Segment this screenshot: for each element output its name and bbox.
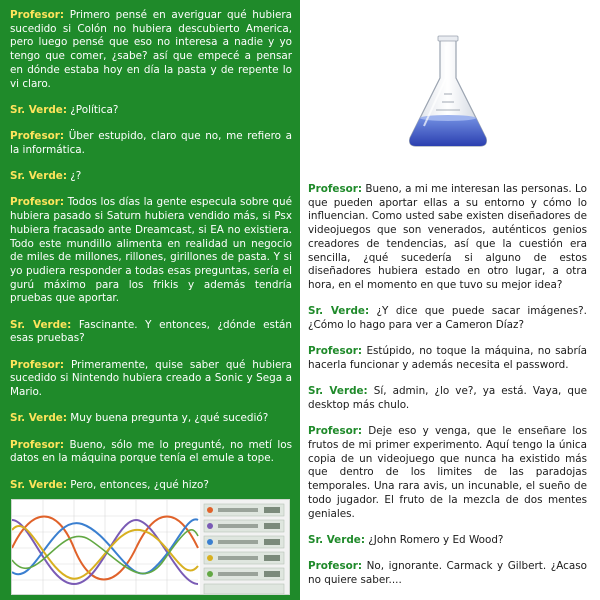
- dialogue-text: Estúpido, no toque la máquina, no sabría hacerla funcionar y además necesita el password.: [308, 345, 587, 372]
- dialogue-paragraph: [308, 560, 587, 587]
- dialogue-text: No, ignorante. Carmack y Gilbert. ¿Acaso no quiere saber....: [308, 560, 587, 586]
- dialogue-text: Fascinante. Y entonces, ¿dónde están esas pruebas?: [10, 318, 292, 345]
- speaker-label: Profesor:: [10, 130, 65, 143]
- speaker-label: Sr. Verde:: [10, 318, 72, 331]
- dialogue-text: Deje eso y venga, que le enseñare los frutos de mi primer experimento. Aquí tengo la única copia de un videojuego que nunca ha existido más que dentro de los limites de las paradojas temporales. Una rara avis, un incunable, el sueño de todo jugador. El fruto de la mezcla de dos mentes geniales.: [308, 425, 587, 520]
- dialogue-text: ¿Y dice que puede sacar imágenes?. ¿Cómo lo hago para ver a Cameron Díaz?: [308, 305, 587, 332]
- speaker-label: Profesor:: [308, 183, 363, 195]
- dialogue-paragraph: [10, 439, 292, 466]
- dialogue-paragraph: [308, 345, 587, 372]
- speaker-label: Profesor:: [10, 9, 65, 21]
- dialogue-text: Bueno, a mi me interesan las personas. Lo que pueden aportar ellas a su entorno y cómo lo influencian. Como usted sabe existen diseñadores de videojuegos que son venerados, auténticos genios creadores de tendencias, así que la cuestión era sencilla, ¿qué sucedería si alguno de estos diseñadores hubiera estado en otro lugar, a otra hora, en el momento en que tuvo su mejor idea?: [308, 183, 587, 292]
- waveform-illustration: [12, 500, 290, 595]
- dialogue-paragraph: [10, 104, 292, 118]
- dialogue-text: ¿Política?: [70, 103, 119, 116]
- speaker-label: Profesor:: [10, 438, 65, 451]
- dialogue-paragraph: [10, 130, 292, 157]
- dialogue-text: Pero, entonces, ¿qué hizo?: [70, 478, 209, 491]
- speaker-label: Sr. Verde:: [10, 170, 67, 183]
- dialogue-paragraph: [308, 385, 587, 412]
- erlenmeyer-flask-icon: [406, 34, 490, 152]
- dialogue-text: Über estupido, claro que no, me refiero a la informática.: [10, 130, 292, 156]
- waveform-screenshot: [11, 499, 290, 595]
- dialogue-text: ¿?: [70, 170, 82, 183]
- dialogue-paragraph: [308, 534, 587, 548]
- dialogue-paragraph: [308, 425, 587, 521]
- dialogue-paragraph: [10, 196, 292, 306]
- speaker-label: Sr. Verde:: [308, 305, 370, 318]
- dialogue-paragraph: [308, 183, 587, 293]
- speaker-label: Profesor:: [308, 425, 363, 438]
- speaker-label: Sr. Verde:: [308, 385, 368, 398]
- speaker-label: Sr. Verde:: [10, 103, 67, 116]
- dialogue-paragraph: [10, 9, 292, 91]
- dialogue-paragraph: [10, 170, 292, 184]
- dialogue-paragraph: [10, 479, 292, 493]
- speaker-label: Profesor:: [10, 358, 65, 371]
- dialogue-paragraph: [10, 412, 292, 426]
- dialogue-text: Todos los días la gente especula sobre qué hubiera pasado si Saturn hubiera vendido más, si Psx hubiera fracasado ante Dreamcast, si EA no existiera. Todo este mundillo alimenta en realidad un negocio de miles de millones, rillones, girillones de pasta. Y si yo pudiera responder a todas esas preguntas, sería el gurú máximo para los frikis y además tendría pruebas que aportar.: [10, 196, 292, 305]
- dialogue-paragraph: [10, 319, 292, 346]
- dialogue-text: Muy buena pregunta y, ¿qué sucedió?: [70, 412, 269, 425]
- right-column: [300, 0, 600, 600]
- speaker-label: Sr. Verde:: [10, 412, 67, 425]
- dialogue-text: Bueno, sólo me lo pregunté, no metí los datos en la máquina porque tenía el emule a tope.: [10, 438, 292, 465]
- speaker-label: Profesor:: [308, 345, 363, 358]
- dialogue-paragraph: [308, 305, 587, 332]
- speaker-label: Sr. Verde:: [308, 533, 365, 546]
- control-panel: [200, 500, 290, 595]
- dialogue-text: ¿John Romero y Ed Wood?: [368, 533, 504, 546]
- dialogue-text: Primero pensé en averiguar qué hubiera sucedido si Colón no hubiera descubierto America, pero luego pensé que eso no interesa a nadie y yo tengo que comer, ¿sabe? así que empecé a pensar en dónde estaba hoy en día la pasta y de repente lo vi claro.: [10, 9, 292, 90]
- dialogue-text: Primeramente, quise saber qué hubiera sucedido si Nintendo hubiera creado a Sonic y Sega a Mario.: [10, 358, 292, 399]
- speaker-label: Sr. Verde:: [10, 478, 67, 491]
- dialogue-paragraph: [10, 359, 292, 400]
- speaker-label: Profesor:: [10, 196, 65, 209]
- dialogue-text: Sí, admin, ¿lo ve?, ya está. Vaya, que desktop más chulo.: [308, 385, 587, 412]
- flask-image: [308, 0, 587, 183]
- speaker-label: Profesor:: [308, 560, 363, 573]
